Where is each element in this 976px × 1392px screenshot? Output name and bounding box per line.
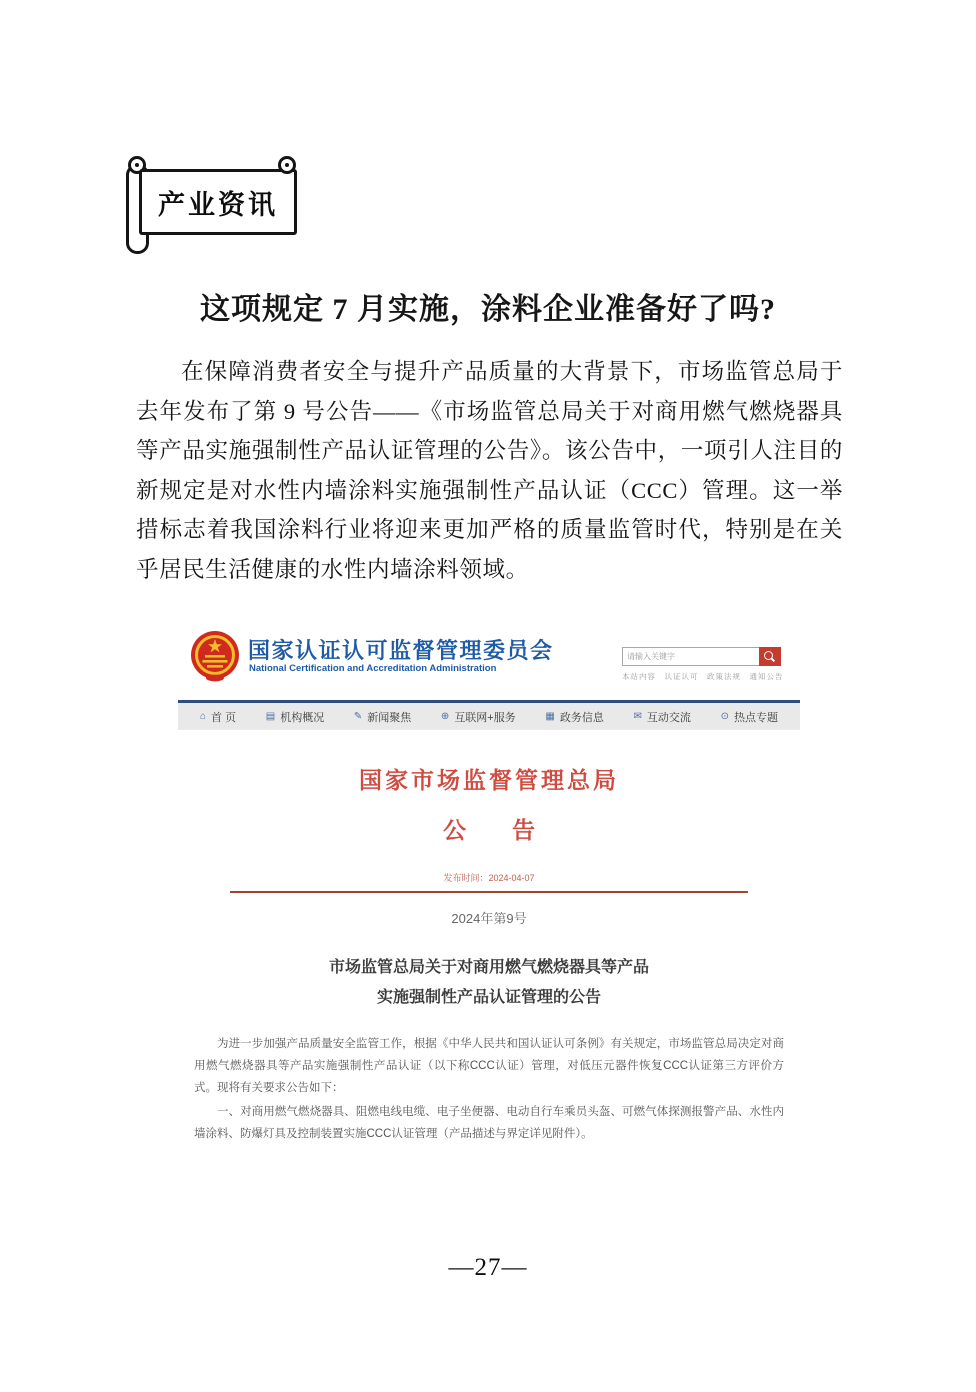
search-hotwords: 本站内容 认证认可 政策法规 通知公告: [622, 672, 784, 681]
search-icon: [764, 651, 773, 660]
nav-item-label: 机构概况: [280, 711, 325, 724]
notice-agency: 国家市场监督管理总局: [359, 767, 619, 793]
banner-label: 产业资讯: [158, 189, 278, 220]
notice-paragraph-1: 为进一步加强产品质量安全监管工作，根据《中华人民共和国认证认可条例》有关规定，市场监管总局决定对商用燃气燃烧器具等产品实施强制性产品认证（以下称CCC认证）管理，对低压元器件恢复CCC认证第三方评价方式。现将有关要求公告如下：: [194, 1038, 784, 1094]
notice-doc-number: 2024年第9号: [451, 911, 527, 926]
site-title-cn: 国家认证认可监督管理委员会: [248, 638, 554, 663]
nav-item-label: 热点专题: [733, 711, 778, 724]
topic-icon: ⊙: [720, 710, 729, 722]
notice-heading-line2: 实施强制性产品认证管理的公告: [376, 989, 601, 1006]
search-area: [622, 647, 782, 682]
info-icon: ▦: [545, 710, 555, 722]
notice-paragraph-2: 一、对商用燃气燃烧器具、阻燃电线电缆、电子坐便器、电动自行车乘员头盔、可燃气体探测报警产品、水性内墙涂料、防爆灯具及控制装置实施CCC认证管理（产品描述与界定详见附件）。: [194, 1106, 784, 1140]
internet-icon: ⊕: [440, 710, 450, 722]
nav-item-news[interactable]: [354, 709, 411, 725]
article-title: 这项规定 7 月实施，涂料企业准备好了吗?: [200, 293, 776, 326]
china-national-emblem-icon: [190, 630, 240, 682]
nav-item-internet-services[interactable]: [441, 709, 516, 725]
notice-heading-line1: 市场监管总局关于对商用燃气燃烧器具等产品: [328, 959, 649, 976]
nav-item-label: 政务信息: [559, 711, 604, 724]
notice-body: [194, 1033, 784, 1145]
banner-frame: [139, 169, 297, 235]
nav-item-label: 互联网+服务: [454, 711, 516, 724]
news-icon: ✎: [353, 710, 363, 722]
website-header: [178, 620, 800, 700]
nav-item-home[interactable]: [200, 709, 236, 725]
nav-item-label: 新闻聚焦: [367, 711, 412, 724]
notice-doc-type: 公 告: [443, 817, 535, 843]
nav-item-label: 首 页: [211, 711, 237, 724]
home-icon: ⌂: [200, 710, 207, 722]
nav-item-gov-info[interactable]: [545, 709, 603, 725]
interact-icon: ✉: [633, 710, 642, 722]
page-number: —27—: [448, 1254, 528, 1281]
embedded-website-screenshot: [178, 620, 800, 1148]
website-navbar: [178, 700, 800, 730]
search-button[interactable]: [759, 647, 781, 666]
nav-item-org[interactable]: [266, 709, 324, 725]
notice-divider: [230, 891, 748, 893]
search-input[interactable]: [622, 647, 759, 666]
notice-publish-time: 发布时间：2024-04-07: [443, 873, 535, 883]
org-icon: ▤: [265, 710, 276, 722]
notice-content: [178, 733, 800, 1148]
article-body: 在保障消费者安全与提升产品质量的大背景下，市场监管总局于去年发布了第 9 号公告——《市场监管总局关于对商用燃气燃烧器具等产品实施强制性产品认证管理的公告》。该公告中，一项引人注目的新规定是对水性内墙涂料实施强制性产品认证（CCC）管理。这一举措标志着我国涂料行业将迎来更加严格的质量监管时代，特别是在关乎居民生活健康的水性内墙涂料领域。: [136, 359, 843, 582]
site-title-en: National Certification and Accreditation Administration: [249, 663, 497, 674]
nav-item-label: 互动交流: [646, 711, 691, 724]
banner-scroll-roll-top-right-icon: [278, 156, 296, 174]
section-banner: [126, 156, 304, 256]
nav-item-interaction[interactable]: [634, 709, 691, 725]
notice-heading: [178, 953, 800, 1013]
nav-item-hot-topics[interactable]: [721, 709, 778, 725]
